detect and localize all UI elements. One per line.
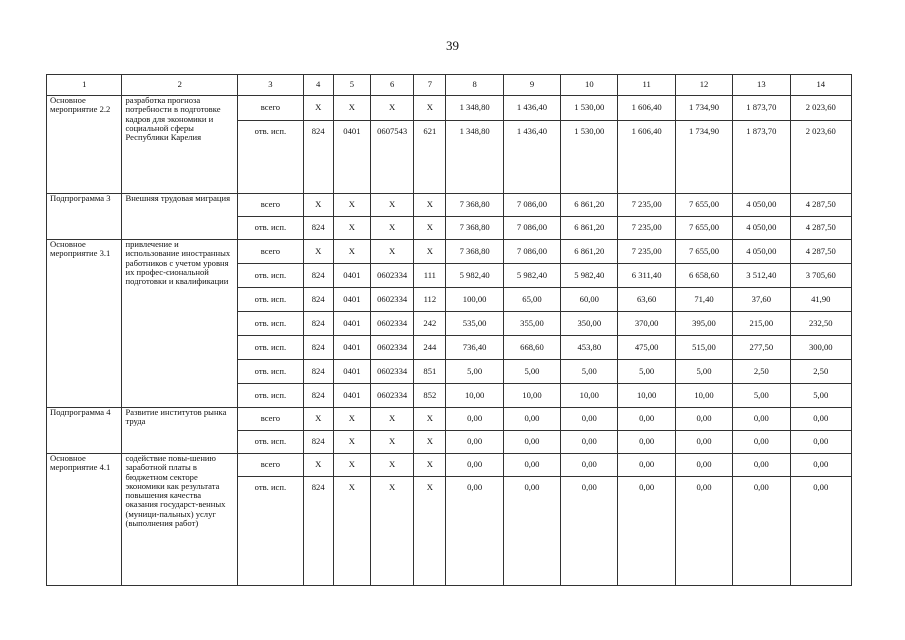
code-cell: Х bbox=[371, 408, 414, 431]
value-cell: 37,60 bbox=[733, 288, 790, 312]
value-cell: 0,00 bbox=[446, 408, 503, 431]
column-header: 9 bbox=[503, 75, 560, 96]
row-type: отв. исп. bbox=[238, 431, 303, 454]
value-cell: 2,50 bbox=[790, 360, 851, 384]
code-cell: 824 bbox=[303, 121, 333, 194]
code-cell: Х bbox=[414, 96, 446, 121]
value-cell: 1 734,90 bbox=[675, 96, 732, 121]
code-cell: 852 bbox=[414, 384, 446, 408]
code-cell: 242 bbox=[414, 312, 446, 336]
column-header: 11 bbox=[618, 75, 675, 96]
value-cell: 7 368,80 bbox=[446, 240, 503, 264]
column-header: 4 bbox=[303, 75, 333, 96]
value-cell: 0,00 bbox=[503, 477, 560, 586]
value-cell: 6 861,20 bbox=[561, 194, 618, 217]
value-cell: 63,60 bbox=[618, 288, 675, 312]
value-cell: 4 287,50 bbox=[790, 240, 851, 264]
code-cell: 621 bbox=[414, 121, 446, 194]
value-cell: 0,00 bbox=[675, 431, 732, 454]
measure-description: разработка прогноза потребности в подготовке кадров для экономики и социальной сферы Республики Карелия bbox=[122, 96, 238, 194]
column-header: 6 bbox=[371, 75, 414, 96]
value-cell: 6 658,60 bbox=[675, 264, 732, 288]
value-cell: 0,00 bbox=[675, 454, 732, 477]
code-cell: 824 bbox=[303, 217, 333, 240]
code-cell: Х bbox=[303, 194, 333, 217]
value-cell: 3 512,40 bbox=[733, 264, 790, 288]
value-cell: 535,00 bbox=[446, 312, 503, 336]
measure-name: Подпрограмма 3 bbox=[47, 194, 122, 240]
code-cell: 824 bbox=[303, 477, 333, 586]
value-cell: 232,50 bbox=[790, 312, 851, 336]
value-cell: 4 050,00 bbox=[733, 240, 790, 264]
code-cell: Х bbox=[333, 408, 370, 431]
value-cell: 515,00 bbox=[675, 336, 732, 360]
value-cell: 0,00 bbox=[561, 454, 618, 477]
value-cell: 7 655,00 bbox=[675, 194, 732, 217]
value-cell: 10,00 bbox=[675, 384, 732, 408]
value-cell: 10,00 bbox=[618, 384, 675, 408]
value-cell: 7 086,00 bbox=[503, 240, 560, 264]
value-cell: 0,00 bbox=[733, 431, 790, 454]
value-cell: 4 287,50 bbox=[790, 217, 851, 240]
code-cell: 824 bbox=[303, 384, 333, 408]
value-cell: 0,00 bbox=[675, 477, 732, 586]
value-cell: 1 734,90 bbox=[675, 121, 732, 194]
value-cell: 0,00 bbox=[503, 408, 560, 431]
code-cell: Х bbox=[414, 477, 446, 586]
value-cell: 5,00 bbox=[561, 360, 618, 384]
value-cell: 41,90 bbox=[790, 288, 851, 312]
code-cell: 0401 bbox=[333, 336, 370, 360]
value-cell: 7 368,80 bbox=[446, 217, 503, 240]
value-cell: 0,00 bbox=[733, 408, 790, 431]
value-cell: 475,00 bbox=[618, 336, 675, 360]
code-cell: 0602334 bbox=[371, 336, 414, 360]
value-cell: 0,00 bbox=[790, 431, 851, 454]
code-cell: 0401 bbox=[333, 288, 370, 312]
value-cell: 0,00 bbox=[733, 454, 790, 477]
row-type: отв. исп. bbox=[238, 360, 303, 384]
row-type: всего bbox=[238, 454, 303, 477]
code-cell: 244 bbox=[414, 336, 446, 360]
code-cell: 0607543 bbox=[371, 121, 414, 194]
value-cell: 5 982,40 bbox=[446, 264, 503, 288]
code-cell: Х bbox=[333, 477, 370, 586]
value-cell: 215,00 bbox=[733, 312, 790, 336]
value-cell: 3 705,60 bbox=[790, 264, 851, 288]
code-cell: Х bbox=[414, 431, 446, 454]
value-cell: 60,00 bbox=[561, 288, 618, 312]
row-type: отв. исп. bbox=[238, 336, 303, 360]
value-cell: 2 023,60 bbox=[790, 121, 851, 194]
column-header: 7 bbox=[414, 75, 446, 96]
code-cell: Х bbox=[333, 240, 370, 264]
value-cell: 6 311,40 bbox=[618, 264, 675, 288]
row-type: отв. исп. bbox=[238, 384, 303, 408]
column-header: 14 bbox=[790, 75, 851, 96]
code-cell: 824 bbox=[303, 288, 333, 312]
measure-description: содействие повы-шению заработной платы в бюджетном секторе экономики как результата повышения качества оказания государст-венных (муници-пальных) услуг (выполнения работ) bbox=[122, 454, 238, 586]
code-cell: Х bbox=[371, 454, 414, 477]
row-type: всего bbox=[238, 96, 303, 121]
code-cell: 112 bbox=[414, 288, 446, 312]
value-cell: 668,60 bbox=[503, 336, 560, 360]
value-cell: 71,40 bbox=[675, 288, 732, 312]
code-cell: 0401 bbox=[333, 264, 370, 288]
table-row bbox=[47, 194, 852, 217]
code-cell: Х bbox=[414, 240, 446, 264]
value-cell: 395,00 bbox=[675, 312, 732, 336]
value-cell: 5,00 bbox=[446, 360, 503, 384]
value-cell: 65,00 bbox=[503, 288, 560, 312]
table-row bbox=[47, 454, 852, 477]
value-cell: 0,00 bbox=[446, 477, 503, 586]
value-cell: 0,00 bbox=[790, 477, 851, 586]
value-cell: 7 086,00 bbox=[503, 217, 560, 240]
code-cell: Х bbox=[371, 194, 414, 217]
value-cell: 1 348,80 bbox=[446, 96, 503, 121]
header-row bbox=[47, 75, 852, 96]
value-cell: 100,00 bbox=[446, 288, 503, 312]
column-header: 1 bbox=[47, 75, 122, 96]
value-cell: 300,00 bbox=[790, 336, 851, 360]
code-cell: 824 bbox=[303, 264, 333, 288]
code-cell: Х bbox=[414, 408, 446, 431]
code-cell: Х bbox=[333, 96, 370, 121]
column-header: 10 bbox=[561, 75, 618, 96]
column-header: 12 bbox=[675, 75, 732, 96]
value-cell: 5,00 bbox=[618, 360, 675, 384]
code-cell: 0602334 bbox=[371, 360, 414, 384]
value-cell: 350,00 bbox=[561, 312, 618, 336]
value-cell: 7 086,00 bbox=[503, 194, 560, 217]
value-cell: 1 436,40 bbox=[503, 96, 560, 121]
code-cell: Х bbox=[371, 217, 414, 240]
value-cell: 5,00 bbox=[503, 360, 560, 384]
value-cell: 0,00 bbox=[503, 454, 560, 477]
row-type: отв. исп. bbox=[238, 217, 303, 240]
code-cell: Х bbox=[333, 431, 370, 454]
code-cell: Х bbox=[333, 217, 370, 240]
row-type: отв. исп. bbox=[238, 121, 303, 194]
code-cell: Х bbox=[303, 408, 333, 431]
value-cell: 0,00 bbox=[561, 408, 618, 431]
code-cell: 824 bbox=[303, 360, 333, 384]
value-cell: 4 287,50 bbox=[790, 194, 851, 217]
code-cell: 0401 bbox=[333, 121, 370, 194]
value-cell: 453,80 bbox=[561, 336, 618, 360]
row-type: отв. исп. bbox=[238, 477, 303, 586]
code-cell: Х bbox=[303, 96, 333, 121]
measure-name: Основное мероприятие 2.2 bbox=[47, 96, 122, 194]
code-cell: Х bbox=[414, 454, 446, 477]
value-cell: 0,00 bbox=[618, 454, 675, 477]
value-cell: 0,00 bbox=[618, 408, 675, 431]
value-cell: 1 873,70 bbox=[733, 96, 790, 121]
table-row bbox=[47, 408, 852, 431]
code-cell: 111 bbox=[414, 264, 446, 288]
code-cell: 0602334 bbox=[371, 312, 414, 336]
column-header: 8 bbox=[446, 75, 503, 96]
measure-description: привлечение и использование иностранных работников с учетом уровня их профес-сиональной подготовки и квалификации bbox=[122, 240, 238, 408]
value-cell: 1 348,80 bbox=[446, 121, 503, 194]
value-cell: 277,50 bbox=[733, 336, 790, 360]
code-cell: Х bbox=[371, 240, 414, 264]
value-cell: 0,00 bbox=[790, 454, 851, 477]
value-cell: 0,00 bbox=[618, 431, 675, 454]
row-type: всего bbox=[238, 194, 303, 217]
value-cell: 7 235,00 bbox=[618, 240, 675, 264]
code-cell: 0401 bbox=[333, 360, 370, 384]
value-cell: 10,00 bbox=[446, 384, 503, 408]
code-cell: 0602334 bbox=[371, 264, 414, 288]
value-cell: 2,50 bbox=[733, 360, 790, 384]
value-cell: 0,00 bbox=[446, 431, 503, 454]
row-type: отв. исп. bbox=[238, 288, 303, 312]
value-cell: 736,40 bbox=[446, 336, 503, 360]
code-cell: Х bbox=[371, 431, 414, 454]
value-cell: 7 235,00 bbox=[618, 217, 675, 240]
value-cell: 0,00 bbox=[503, 431, 560, 454]
code-cell: Х bbox=[333, 194, 370, 217]
value-cell: 1 606,40 bbox=[618, 96, 675, 121]
value-cell: 6 861,20 bbox=[561, 240, 618, 264]
budget-table bbox=[46, 74, 852, 586]
code-cell: 824 bbox=[303, 431, 333, 454]
page-number: 39 bbox=[446, 38, 459, 53]
value-cell: 1 530,00 bbox=[561, 121, 618, 194]
value-cell: 7 368,80 bbox=[446, 194, 503, 217]
code-cell: Х bbox=[414, 194, 446, 217]
value-cell: 1 530,00 bbox=[561, 96, 618, 121]
code-cell: Х bbox=[371, 477, 414, 586]
value-cell: 7 655,00 bbox=[675, 240, 732, 264]
row-type: отв. исп. bbox=[238, 312, 303, 336]
measure-name: Основное мероприятие 4.1 bbox=[47, 454, 122, 586]
value-cell: 5 982,40 bbox=[561, 264, 618, 288]
code-cell: 0602334 bbox=[371, 384, 414, 408]
value-cell: 0,00 bbox=[675, 408, 732, 431]
value-cell: 5,00 bbox=[733, 384, 790, 408]
value-cell: 5,00 bbox=[675, 360, 732, 384]
value-cell: 5,00 bbox=[790, 384, 851, 408]
value-cell: 10,00 bbox=[561, 384, 618, 408]
value-cell: 4 050,00 bbox=[733, 194, 790, 217]
code-cell: 0602334 bbox=[371, 288, 414, 312]
value-cell: 0,00 bbox=[446, 454, 503, 477]
value-cell: 6 861,20 bbox=[561, 217, 618, 240]
value-cell: 355,00 bbox=[503, 312, 560, 336]
code-cell: Х bbox=[303, 240, 333, 264]
value-cell: 1 606,40 bbox=[618, 121, 675, 194]
value-cell: 370,00 bbox=[618, 312, 675, 336]
value-cell: 5 982,40 bbox=[503, 264, 560, 288]
measure-description: Внешняя трудовая миграция bbox=[122, 194, 238, 240]
value-cell: 0,00 bbox=[561, 431, 618, 454]
value-cell: 0,00 bbox=[790, 408, 851, 431]
code-cell: Х bbox=[371, 96, 414, 121]
measure-description: Развитие институтов рынка труда bbox=[122, 408, 238, 454]
value-cell: 7 235,00 bbox=[618, 194, 675, 217]
code-cell: 0401 bbox=[333, 384, 370, 408]
code-cell: 851 bbox=[414, 360, 446, 384]
row-type: отв. исп. bbox=[238, 264, 303, 288]
value-cell: 0,00 bbox=[561, 477, 618, 586]
value-cell: 4 050,00 bbox=[733, 217, 790, 240]
value-cell: 2 023,60 bbox=[790, 96, 851, 121]
value-cell: 0,00 bbox=[733, 477, 790, 586]
row-type: всего bbox=[238, 240, 303, 264]
code-cell: 824 bbox=[303, 312, 333, 336]
value-cell: 7 655,00 bbox=[675, 217, 732, 240]
code-cell: Х bbox=[414, 217, 446, 240]
table-row bbox=[47, 240, 852, 264]
column-header: 3 bbox=[238, 75, 303, 96]
value-cell: 10,00 bbox=[503, 384, 560, 408]
row-type: всего bbox=[238, 408, 303, 431]
column-header: 13 bbox=[733, 75, 790, 96]
code-cell: Х bbox=[303, 454, 333, 477]
column-header: 2 bbox=[122, 75, 238, 96]
value-cell: 1 873,70 bbox=[733, 121, 790, 194]
value-cell: 0,00 bbox=[618, 477, 675, 586]
code-cell: 0401 bbox=[333, 312, 370, 336]
table-row bbox=[47, 96, 852, 121]
column-header: 5 bbox=[333, 75, 370, 96]
measure-name: Подпрограмма 4 bbox=[47, 408, 122, 454]
value-cell: 1 436,40 bbox=[503, 121, 560, 194]
measure-name: Основное мероприятие 3.1 bbox=[47, 240, 122, 408]
code-cell: 824 bbox=[303, 336, 333, 360]
code-cell: Х bbox=[333, 454, 370, 477]
